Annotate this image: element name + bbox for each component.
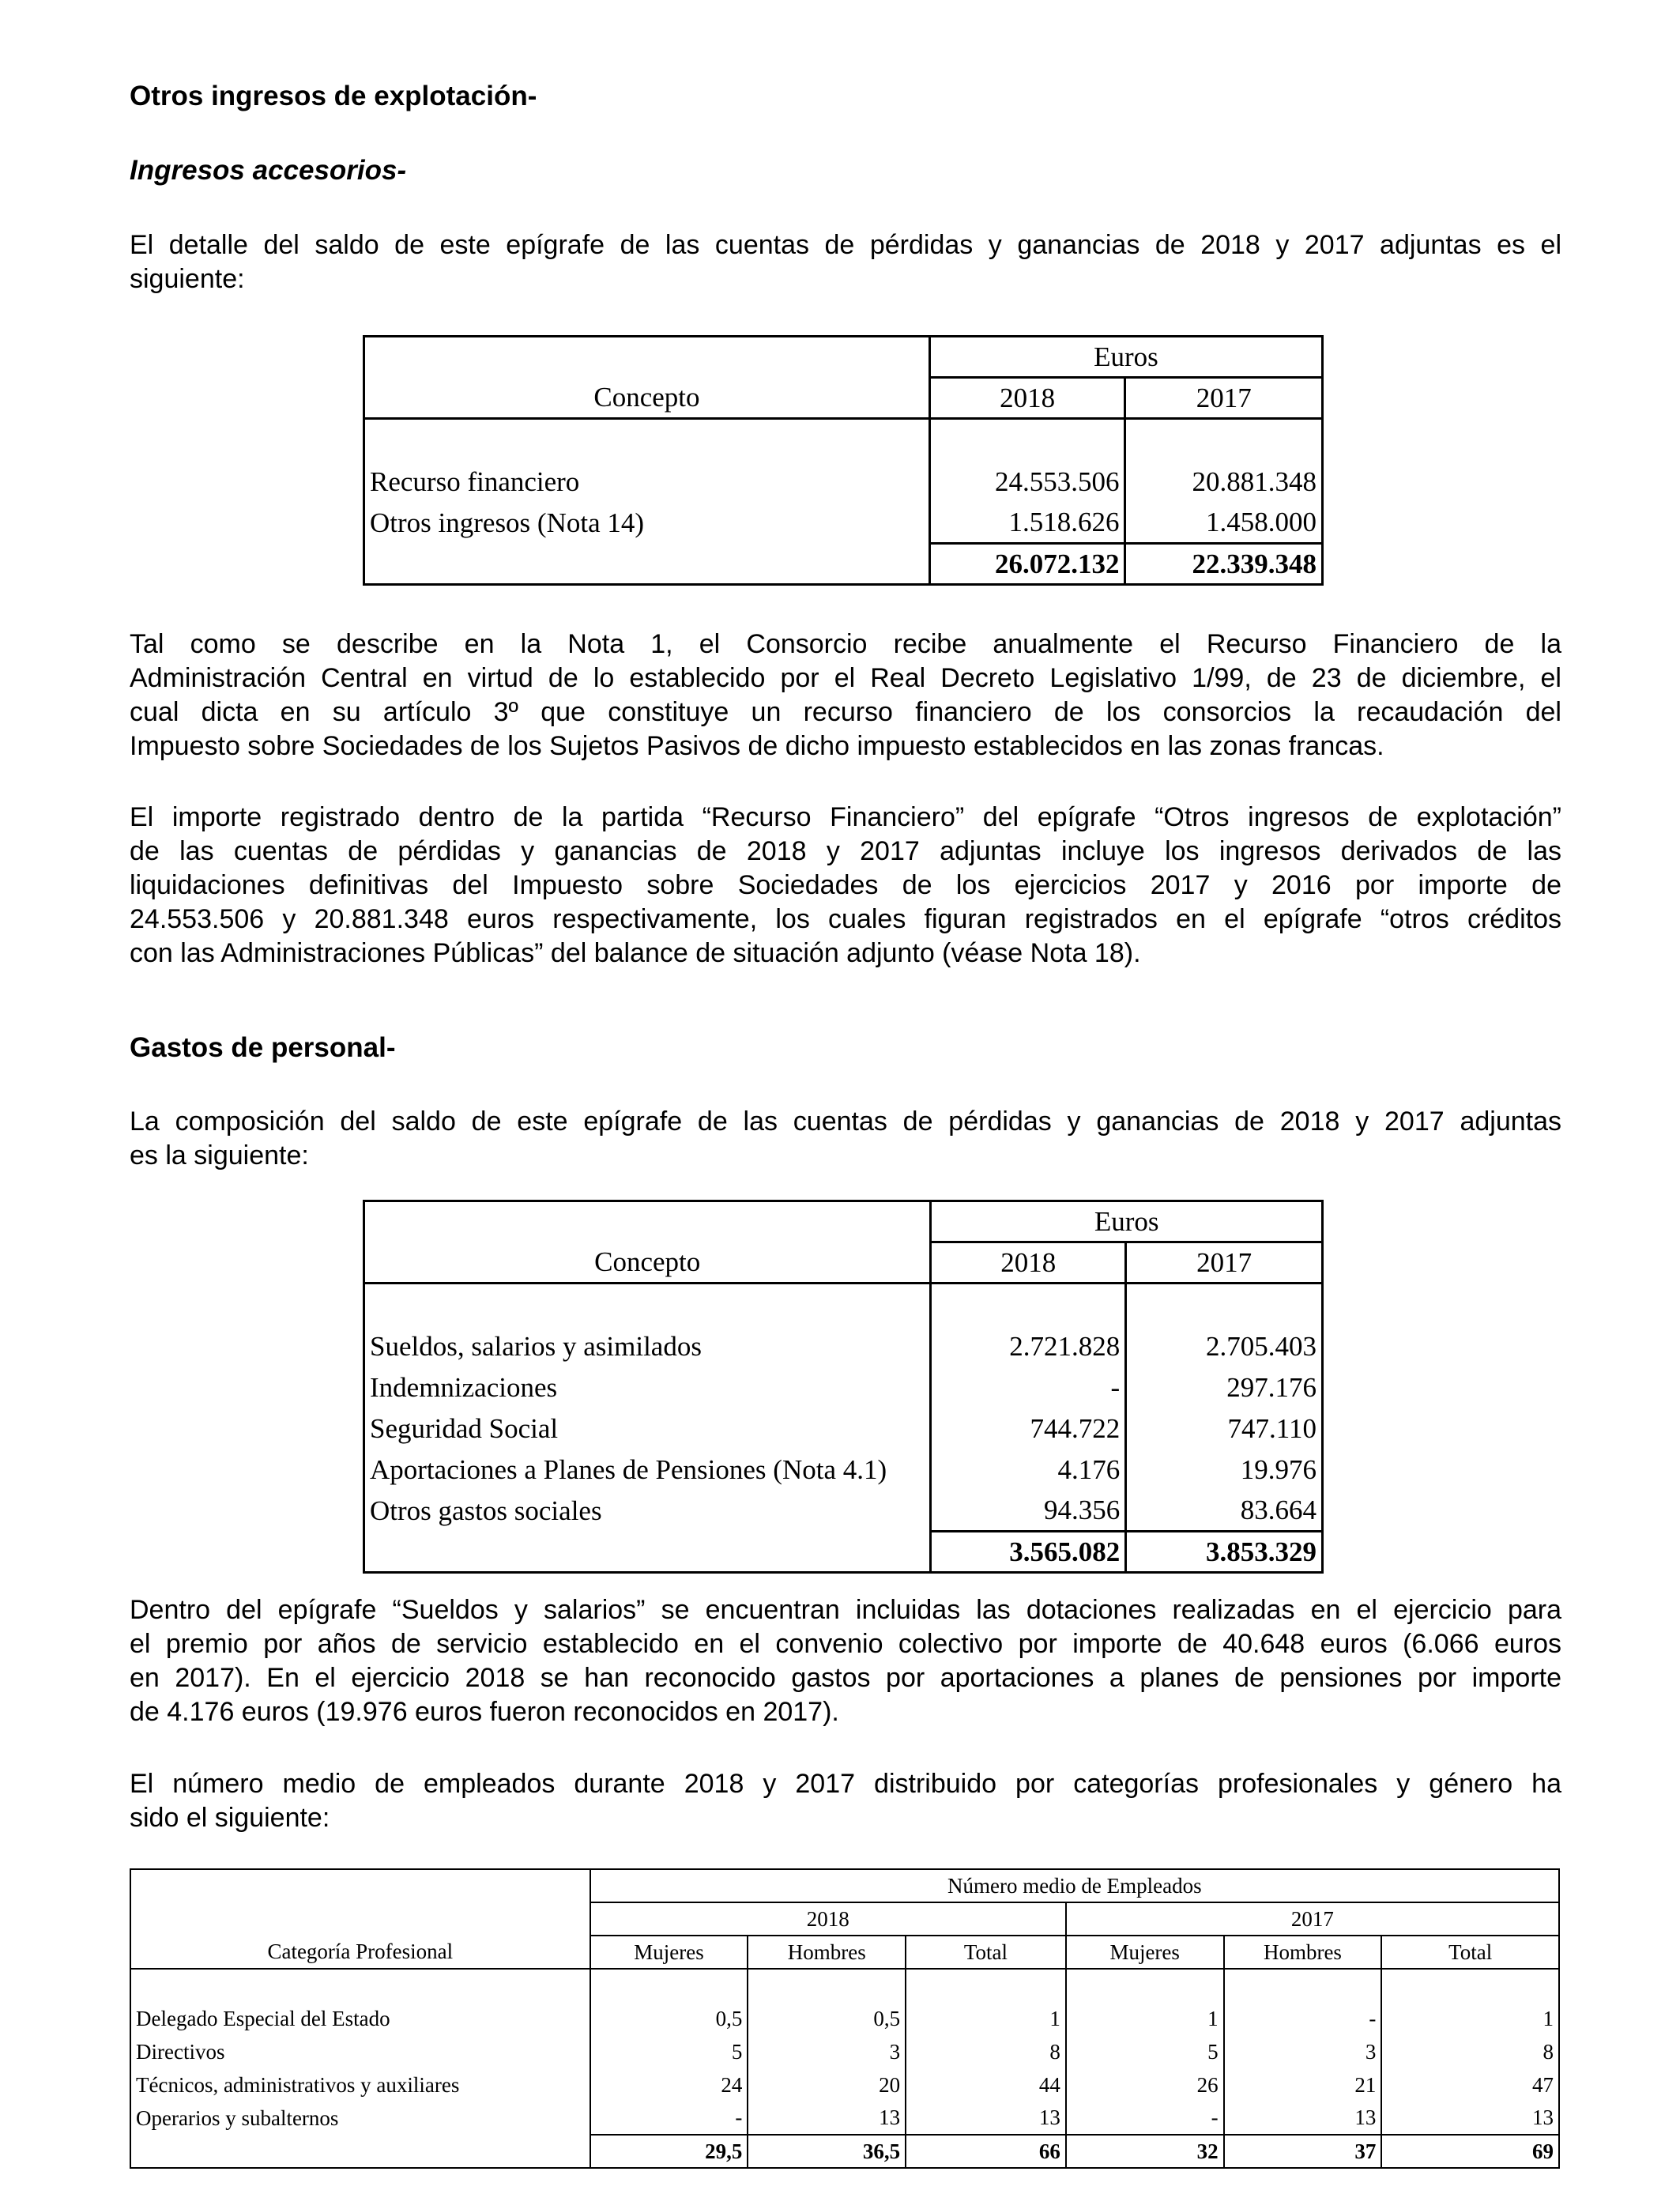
text-line: La composición del saldo de este epígrafe de las cuentas de pérdidas y ganancias de 2018 y 2017 adjuntas [130,1106,1561,1137]
text-line: de las cuentas de pérdidas y ganancias de 2018 y 2017 adjuntas incluye los ingresos derivados de las [130,836,1561,866]
row-concept: Otros ingresos (Nota 14) [364,503,930,544]
cell-value: 8 [1381,2035,1559,2068]
total-value: 37 [1224,2135,1382,2168]
cell-value: 20 [748,2068,906,2102]
men-header: Hombres [748,1936,906,1969]
row-category: Delegado Especial del Estado [130,2002,590,2035]
text-line: Dentro del epígrafe “Sueldos y salarios” se encuentran incluidas las dotaciones realizadas en el ejercicio para [130,1595,1561,1625]
body-paragraph [130,1593,1561,1729]
text-line: 24.553.506 y 20.881.348 euros respectivamente, los cuales figuran registrados en el epígrafe “otros créditos [130,904,1561,934]
row-value-2018: 1.518.626 [929,503,1125,544]
total-row [130,2135,1559,2168]
text-line: Tal como se describe en la Nota 1, el Consorcio recibe anualmente el Recurso Financiero de la [130,629,1561,659]
text-line: es la siguiente: [130,1140,309,1171]
women-header: Mujeres [1066,1936,1224,1969]
row-category: Operarios y subalternos [130,2102,590,2135]
cell-value: 8 [906,2035,1066,2068]
cell-value: 5 [1066,2035,1224,2068]
cell-value: 44 [906,2068,1066,2102]
currency-header: Euros [929,337,1322,378]
section-title: Gastos de personal- [130,1032,396,1063]
year-header: 2018 [929,378,1125,419]
personnel-expenses-table [363,1200,1324,1574]
cell-value: 13 [748,2102,906,2135]
table-row [364,1408,1323,1449]
cell-value: 5 [590,2035,748,2068]
text-line: con las Administraciones Públicas” del balance de situación adjunto (véase Nota 18). [130,938,1141,968]
text-line: en 2017). En el ejercicio 2018 se han reconocido gastos por aportaciones a planes de pensiones por importe [130,1663,1561,1693]
cell-value: - [1066,2102,1224,2135]
text-line: Impuesto sobre Sociedades de los Sujetos Pasivos de dicho impuesto establecidos en las zonas francas. [130,731,1384,761]
body-paragraph [130,628,1561,763]
text-line: sido el siguiente: [130,1803,330,1833]
total-2018: 26.072.132 [929,544,1125,585]
row-value-2017: 2.705.403 [1126,1326,1323,1367]
table-row [364,1491,1323,1532]
total-value: 69 [1381,2135,1559,2168]
table-row [130,2035,1559,2068]
year-header: 2018 [590,1902,1066,1936]
row-value-2017: 1.458.000 [1125,503,1323,544]
cell-value: 21 [1224,2068,1382,2102]
year-header: 2018 [931,1242,1126,1284]
men-header: Hombres [1224,1936,1382,1969]
table-row [130,2068,1559,2102]
text-line: de 4.176 euros (19.976 euros fueron reconocidos en 2017). [130,1697,839,1727]
concept-header: Concepto [364,378,930,419]
table-row [364,1326,1323,1367]
total-value: 29,5 [590,2135,748,2168]
total-2017: 22.339.348 [1125,544,1323,585]
intro-paragraph [130,228,1561,296]
text-line: El importe registrado dentro de la partida “Recurso Financiero” del epígrafe “Otros ingresos de explotación” [130,802,1561,832]
year-header: 2017 [1066,1902,1559,1936]
total-header: Total [1381,1936,1559,1969]
total-value: 32 [1066,2135,1224,2168]
cell-value: 13 [1224,2102,1382,2135]
row-concept: Recurso financiero [364,462,930,503]
row-value-2017: 83.664 [1126,1491,1323,1532]
row-category: Directivos [130,2035,590,2068]
total-value: 66 [906,2135,1066,2168]
section-subtitle: Ingresos accesorios- [130,155,407,186]
row-concept: Sueldos, salarios y asimilados [364,1326,931,1367]
intro-paragraph [130,1105,1561,1173]
text-line: El número medio de empleados durante 2018 y 2017 distribuido por categorías profesionales y género ha [130,1769,1561,1799]
women-header: Mujeres [590,1936,748,1969]
employees-header-title: Número medio de Empleados [590,1869,1559,1902]
cell-value: - [590,2102,748,2135]
total-row [364,1532,1323,1573]
row-value-2018: 4.176 [931,1449,1126,1491]
text-line: cual dicta en su artículo 3º que constituye un recurso financiero de los consorcios la recaudación del [130,697,1561,727]
accessory-income-table [363,335,1324,586]
table-row [364,462,1323,503]
cell-value: 3 [1224,2035,1382,2068]
table-row [130,2102,1559,2135]
cell-value: 47 [1381,2068,1559,2102]
row-concept: Aportaciones a Planes de Pensiones (Nota 4.1) [364,1449,931,1491]
row-value-2018: 2.721.828 [931,1326,1126,1367]
cell-value: 3 [748,2035,906,2068]
employees-table [130,1868,1560,2169]
cell-value: 0,5 [748,2002,906,2035]
cell-value: 1 [1381,2002,1559,2035]
total-row [364,544,1323,585]
section-title: Otros ingresos de explotación- [130,81,537,111]
concept-header: Concepto [364,1242,931,1284]
cell-value: 24 [590,2068,748,2102]
row-category: Técnicos, administrativos y auxiliares [130,2068,590,2102]
row-value-2018: 24.553.506 [929,462,1125,503]
row-value-2017: 19.976 [1126,1449,1323,1491]
row-value-2017: 297.176 [1126,1367,1323,1408]
text-line: Administración Central en virtud de lo establecido por el Real Decreto Legislativo 1/99, de 23 de diciembre, el [130,663,1561,693]
cell-value: 13 [1381,2102,1559,2135]
row-value-2018: - [931,1367,1126,1408]
table-row [130,2002,1559,2035]
total-value: 36,5 [748,2135,906,2168]
cell-value: - [1224,2002,1382,2035]
text-line: siguiente: [130,264,245,294]
row-value-2017: 747.110 [1126,1408,1323,1449]
year-header: 2017 [1125,378,1323,419]
year-header: 2017 [1126,1242,1323,1284]
row-concept: Seguridad Social [364,1408,931,1449]
table-row [364,503,1323,544]
row-value-2017: 20.881.348 [1125,462,1323,503]
table-row [364,1449,1323,1491]
text-line: el premio por años de servicio establecido en el convenio colectivo por importe de 40.648 euros (6.066 euros [130,1629,1561,1659]
text-line: liquidaciones definitivas del Impuesto sobre Sociedades de los ejercicios 2017 y 2016 por importe de [130,870,1561,900]
row-concept: Indemnizaciones [364,1367,931,1408]
cell-value: 13 [906,2102,1066,2135]
currency-header: Euros [931,1201,1323,1242]
cell-value: 1 [906,2002,1066,2035]
row-value-2018: 744.722 [931,1408,1126,1449]
total-2018: 3.565.082 [931,1532,1126,1573]
total-header: Total [906,1936,1066,1969]
body-paragraph [130,1767,1561,1835]
row-concept: Otros gastos sociales [364,1491,931,1532]
cell-value: 1 [1066,2002,1224,2035]
total-2017: 3.853.329 [1126,1532,1323,1573]
body-paragraph [130,801,1561,971]
category-header: Categoría Profesional [130,1936,590,1969]
cell-value: 26 [1066,2068,1224,2102]
row-value-2018: 94.356 [931,1491,1126,1532]
text-line: El detalle del saldo de este epígrafe de las cuentas de pérdidas y ganancias de 2018 y 2017 adjuntas es el [130,230,1561,260]
table-row [364,1367,1323,1408]
cell-value: 0,5 [590,2002,748,2035]
